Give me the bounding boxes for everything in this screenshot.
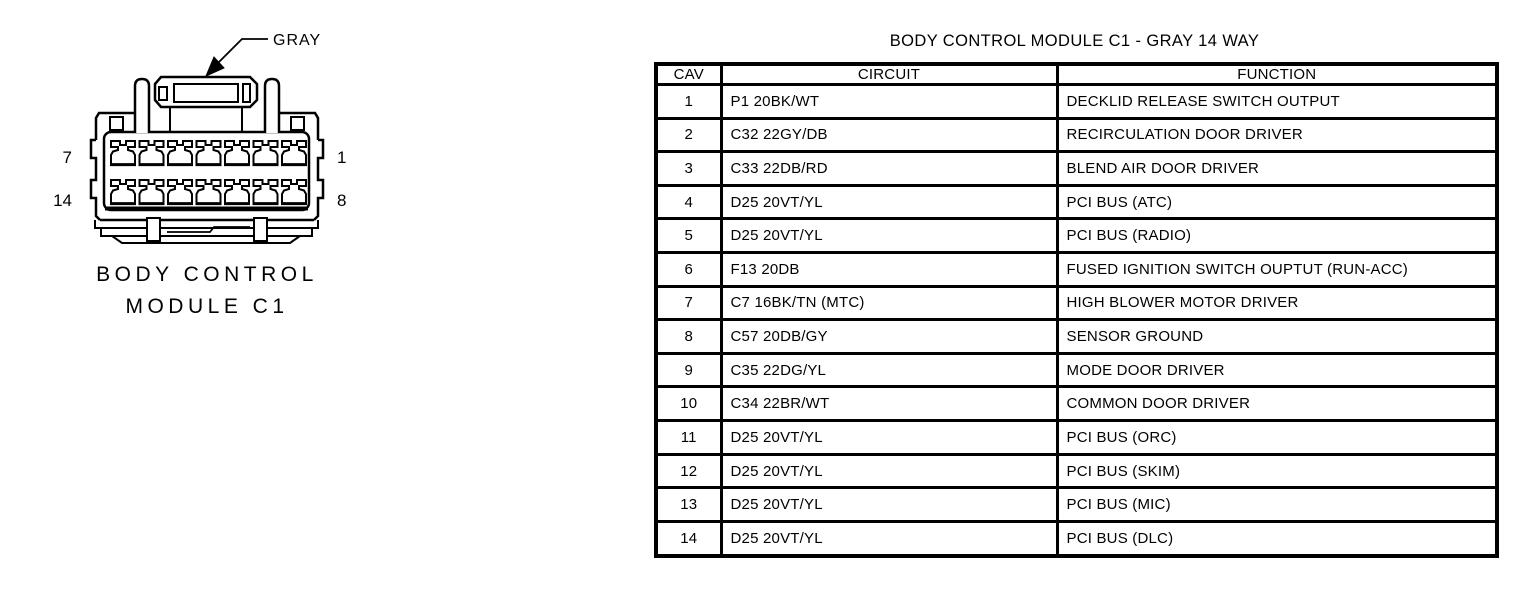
table-title: BODY CONTROL MODULE C1 - GRAY 14 WAY (889, 32, 1260, 50)
cav-cell: 5 (656, 219, 721, 253)
cav-cell: 6 (656, 253, 721, 287)
table-row (656, 152, 1497, 186)
circuit-cell: C34 22BR/WT (721, 387, 1057, 421)
table-row (656, 320, 1497, 354)
pin-label-1: 1 (337, 148, 347, 167)
circuit-cell: D25 20VT/YL (721, 219, 1057, 253)
function-cell: RECIRCULATION DOOR DRIVER (1057, 118, 1497, 152)
color-callout (206, 32, 321, 76)
cav-cell: 1 (656, 85, 721, 119)
circuit-cell: D25 20VT/YL (721, 454, 1057, 488)
cav-cell: 8 (656, 320, 721, 354)
connector-pinout-table (654, 62, 1499, 558)
table-row (656, 118, 1497, 152)
table-row (656, 185, 1497, 219)
table-row (656, 353, 1497, 387)
table-row (656, 85, 1497, 119)
col-header-cav: CAV (656, 64, 721, 85)
cav-cell: 11 (656, 421, 721, 455)
col-header-circuit: CIRCUIT (721, 64, 1057, 85)
connector-latch (155, 77, 257, 132)
function-cell: PCI BUS (SKIM) (1057, 454, 1497, 488)
connector-diagram (0, 0, 420, 340)
cav-cell: 4 (656, 185, 721, 219)
connector-base (95, 218, 318, 243)
cav-cell: 7 (656, 286, 721, 320)
function-cell: PCI BUS (MIC) (1057, 488, 1497, 522)
figure-caption-line2: MODULE C1 (125, 295, 289, 318)
cav-cell: 12 (656, 454, 721, 488)
cav-cell: 14 (656, 521, 721, 556)
cav-cell: 10 (656, 387, 721, 421)
pin-label-8: 8 (337, 191, 347, 210)
function-cell: DECKLID RELEASE SWITCH OUTPUT (1057, 85, 1497, 119)
circuit-cell: D25 20VT/YL (721, 488, 1057, 522)
connector-figure (0, 0, 420, 340)
connector-table-body (656, 85, 1497, 557)
header-row (656, 64, 1497, 85)
function-cell: SENSOR GROUND (1057, 320, 1497, 354)
table-row (656, 219, 1497, 253)
table-row (656, 488, 1497, 522)
function-cell: PCI BUS (RADIO) (1057, 219, 1497, 253)
table-header (656, 64, 1497, 85)
circuit-cell: C57 20DB/GY (721, 320, 1057, 354)
connector-color-label: GRAY (273, 32, 322, 49)
table-row (656, 286, 1497, 320)
figure-caption (96, 263, 318, 318)
table-row (656, 521, 1497, 556)
circuit-cell: D25 20VT/YL (721, 521, 1057, 556)
function-cell: COMMON DOOR DRIVER (1057, 387, 1497, 421)
pin-label-14: 14 (53, 191, 72, 210)
function-cell: FUSED IGNITION SWITCH OUPTUT (RUN-ACC) (1057, 253, 1497, 287)
circuit-cell: C35 22DG/YL (721, 353, 1057, 387)
col-header-function: FUNCTION (1057, 64, 1497, 85)
table-row (656, 454, 1497, 488)
cav-cell: 3 (656, 152, 721, 186)
circuit-cell: C33 22DB/RD (721, 152, 1057, 186)
pin-label-7: 7 (62, 148, 72, 167)
circuit-cell: D25 20VT/YL (721, 185, 1057, 219)
cav-cell: 13 (656, 488, 721, 522)
table-row (656, 421, 1497, 455)
circuit-cell: F13 20DB (721, 253, 1057, 287)
function-cell: PCI BUS (ATC) (1057, 185, 1497, 219)
circuit-cell: C32 22GY/DB (721, 118, 1057, 152)
circuit-cell: C7 16BK/TN (MTC) (721, 286, 1057, 320)
function-cell: PCI BUS (DLC) (1057, 521, 1497, 556)
figure-caption-line1: BODY CONTROL (96, 263, 318, 286)
circuit-cell: D25 20VT/YL (721, 421, 1057, 455)
function-cell: BLEND AIR DOOR DRIVER (1057, 152, 1497, 186)
table-row (656, 387, 1497, 421)
table-row (656, 253, 1497, 287)
cav-cell: 9 (656, 353, 721, 387)
function-cell: HIGH BLOWER MOTOR DRIVER (1057, 286, 1497, 320)
function-cell: PCI BUS (ORC) (1057, 421, 1497, 455)
cav-cell: 2 (656, 118, 721, 152)
circuit-cell: P1 20BK/WT (721, 85, 1057, 119)
function-cell: MODE DOOR DRIVER (1057, 353, 1497, 387)
